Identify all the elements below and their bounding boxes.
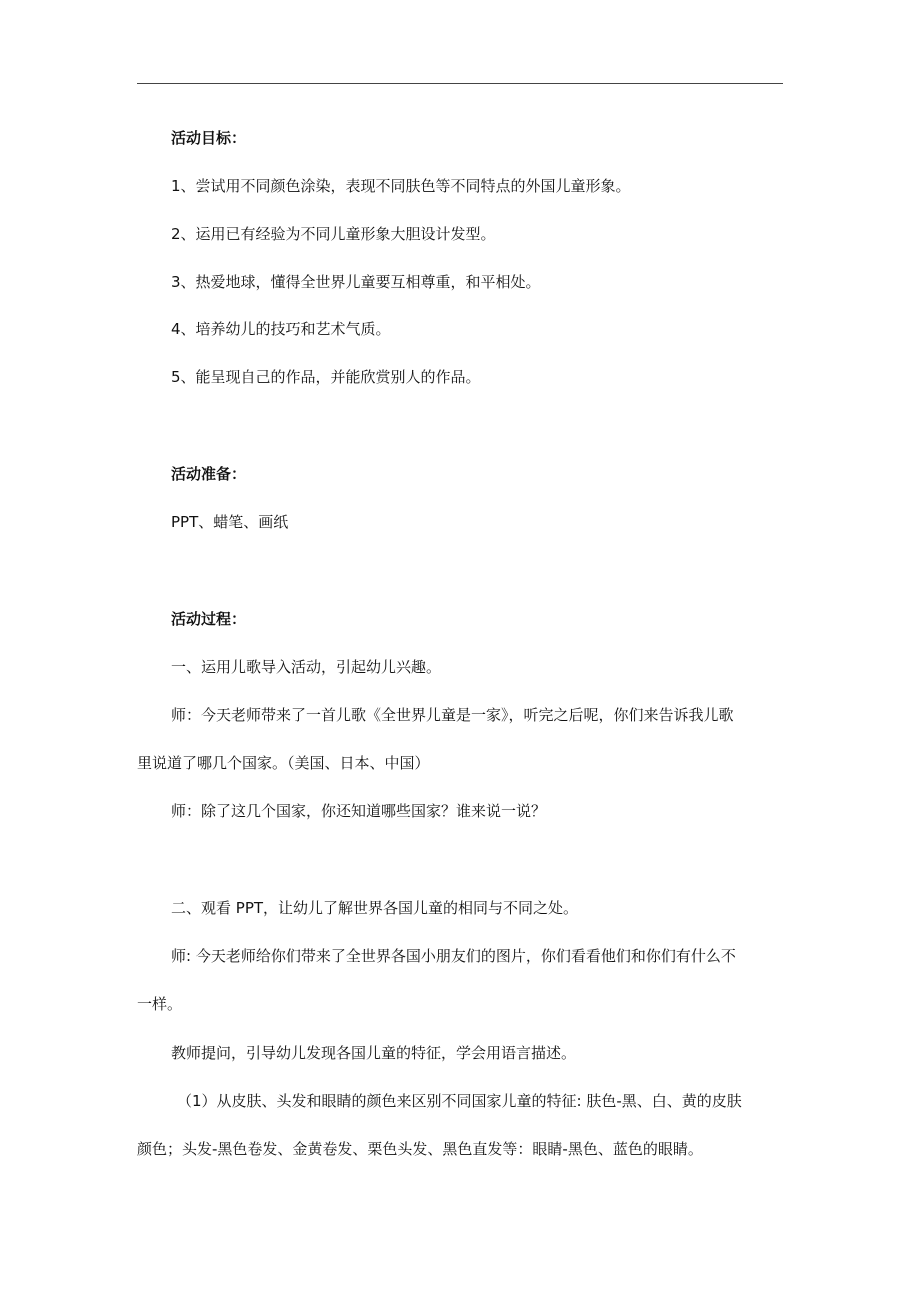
teacher-question: 教师提问，引导幼儿发现各国儿童的特征，学会用语言描述。: [171, 1044, 577, 1062]
teacher-line-2: 师：除了这几个国家，你还知道哪些国家？谁来说一说？: [171, 802, 547, 820]
goal-item-2: 2、运用已有经验为不同儿童形象大胆设计发型。: [171, 225, 496, 243]
goals-heading: 活动目标：: [171, 129, 247, 147]
teacher-line-3b: 一样。: [137, 995, 183, 1013]
process-heading: 活动过程：: [171, 610, 247, 628]
teacher-line-1b: 里说道了哪几个国家。（美国、日本、中国）: [137, 754, 430, 772]
goal-item-3: 3、热爱地球，懂得全世界儿童要互相尊重，和平相处。: [171, 273, 541, 291]
prep-materials: PPT、蜡笔、画纸: [171, 513, 289, 531]
feature-line-1a: （1）从皮肤、头发和眼睛的颜色来区别不同国家儿童的特征: 肤色-黑、白、黄的皮肤: [177, 1092, 742, 1110]
process-step-1: 一、运用儿歌导入活动，引起幼儿兴趣。: [171, 658, 442, 676]
process-step-2: 二、观看 PPT，让幼儿了解世界各国儿童的相同与不同之处。: [171, 899, 579, 917]
goal-item-5: 5、能呈现自己的作品，并能欣赏别人的作品。: [171, 368, 481, 386]
header-rule: [137, 83, 783, 84]
teacher-line-3a: 师: 今天老师给你们带来了全世界各国小朋友们的图片，你们看看他们和你们有什么不: [171, 947, 736, 965]
goal-item-1: 1、尝试用不同颜色涂染，表现不同肤色等不同特点的外国儿童形象。: [171, 177, 631, 195]
goal-item-4: 4、培养幼儿的技巧和艺术气质。: [171, 320, 391, 338]
feature-line-1b: 颜色；头发-黑色卷发、金黄卷发、栗色头发、黑色直发等：眼睛-黑色、蓝色的眼睛。: [137, 1140, 703, 1158]
teacher-line-1a: 师：今天老师带来了一首儿歌《全世界儿童是一家》，听完之后呢，你们来告诉我儿歌: [171, 706, 734, 724]
prep-heading: 活动准备：: [171, 465, 247, 483]
